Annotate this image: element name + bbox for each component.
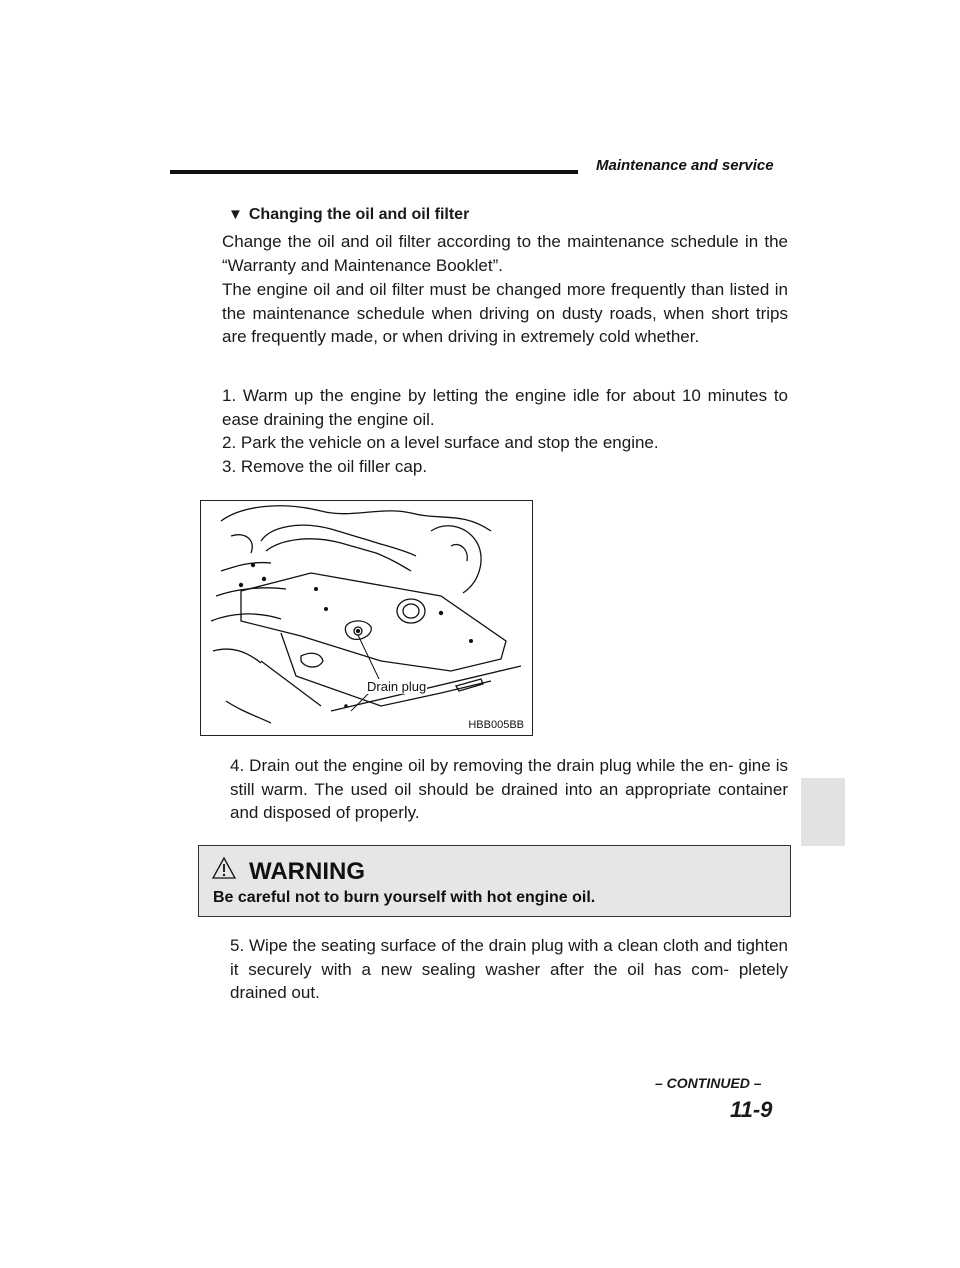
step-2: 2. Park the vehicle on a level surface and stop the engine. — [222, 433, 659, 452]
triangle-marker-icon: ▼ — [228, 206, 243, 223]
drain-plug-label: Drain plug — [367, 679, 427, 694]
section-header-title: Maintenance and service — [596, 157, 774, 174]
warning-triangle-icon — [212, 857, 236, 879]
figure-code: HBB005BB — [468, 719, 524, 731]
steps-list — [222, 384, 788, 478]
warning-text: Be careful not to burn yourself with hot engine oil. — [213, 889, 596, 906]
step-4: 4. Drain out the engine oil by removing the drain plug while the en- gine is still warm. The used oil should be drained into an appropriate container and disposed of properly. — [230, 756, 788, 822]
paragraph-2: The engine oil and oil filter must be changed more frequently than listed in the maintenance schedule when driving on dusty roads, when short trips are frequently made, or when driving in extremely cold whether. — [222, 280, 788, 346]
section-heading-text: Changing the oil and oil filter — [248, 206, 470, 223]
section-heading — [228, 206, 469, 224]
step-1: 1. Warm up the engine by letting the engine idle for about 10 minutes to ease draining the engine oil. — [222, 386, 788, 429]
warning-title: WARNING — [249, 858, 365, 885]
continued-label: – CONTINUED – — [655, 1075, 762, 1091]
step-5: 5. Wipe the seating surface of the drain plug with a clean cloth and tighten it securely with a new sealing washer after the oil has com- pletely drained out. — [230, 936, 788, 1002]
chapter-tab-marker — [801, 778, 845, 846]
engine-illustration — [201, 501, 532, 735]
warning-box — [198, 845, 791, 917]
header-rule — [170, 170, 578, 174]
engine-drain-plug-figure — [200, 500, 533, 736]
page-number: 11-9 — [730, 1097, 773, 1122]
step-3: 3. Remove the oil filler cap. — [222, 456, 428, 476]
paragraph-1: Change the oil and oil filter according to the maintenance schedule in the “Warranty and Maintenance Booklet”. — [222, 232, 788, 275]
